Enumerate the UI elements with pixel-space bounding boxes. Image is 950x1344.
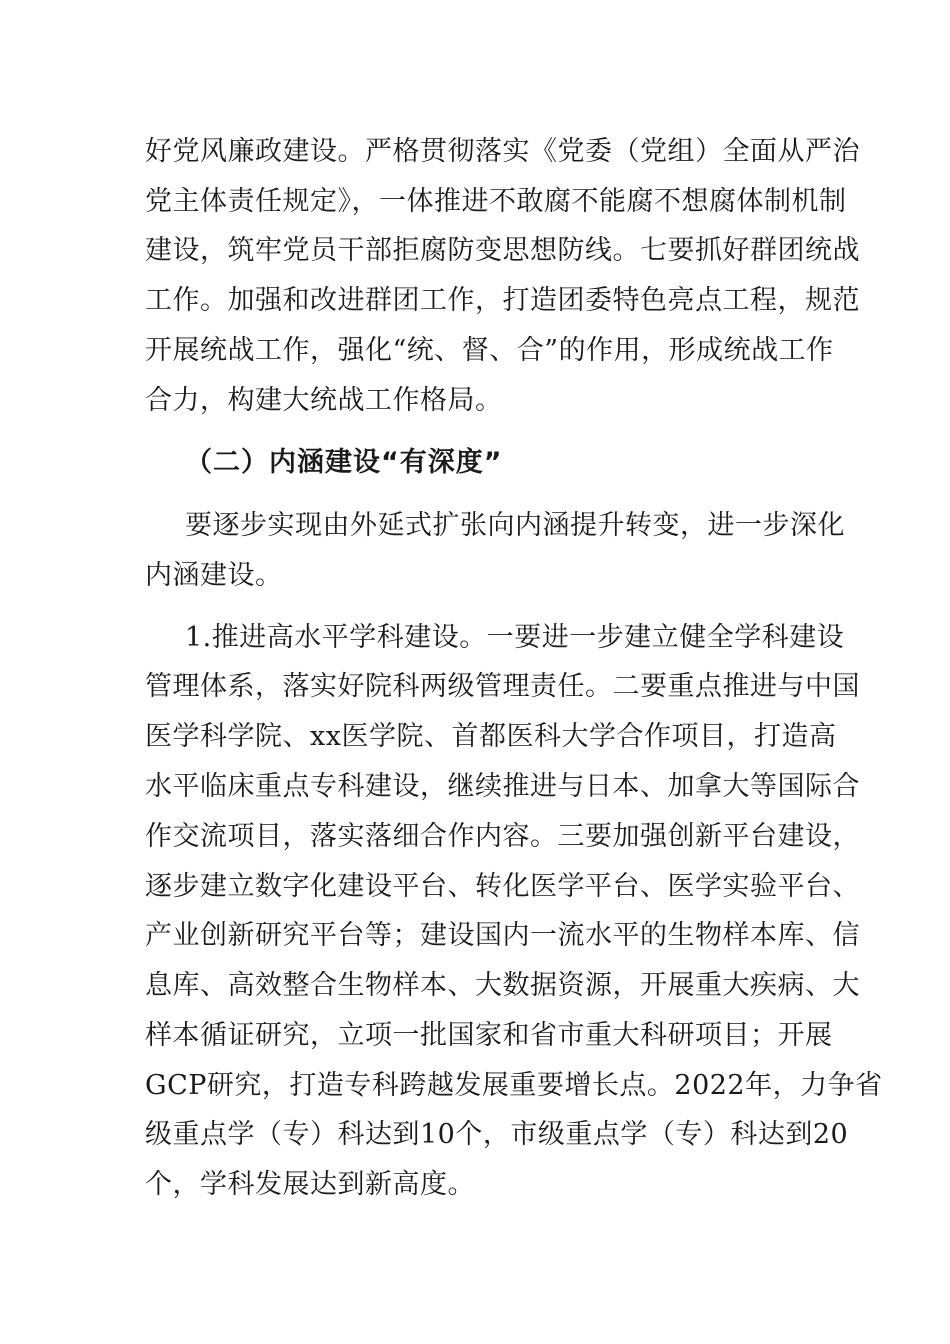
paragraph-line: 内涵建设。 <box>145 560 283 591</box>
paragraph-line: 息库、高效整合生物样本、大数据资源，开展重大疾病、大 <box>145 970 860 1001</box>
paragraph-line: 作交流项目，落实落细合作内容。三要加强创新平台建设， <box>145 821 860 852</box>
paragraph-line: 合力，构建大统战工作格局。 <box>145 385 503 416</box>
paragraph-line: 逐步建立数字化建设平台、转化医学平台、医学实验平台、 <box>145 871 860 902</box>
paragraph-line: 管理体系，落实好院科两级管理责任。二要重点推进与中国 <box>145 671 860 702</box>
paragraph-line: 工作。加强和改进群团工作，打造团委特色亮点工程，规范 <box>145 285 860 316</box>
paragraph-line: 个，学科发展达到新高度。 <box>145 1169 475 1200</box>
paragraph-line: 开展统战工作，强化“统、督、合”的作用，形成统战工作 <box>145 335 834 366</box>
paragraph-line: 建设，筑牢党员干部拒腐防变思想防线。七要抓好群团统战 <box>145 235 860 266</box>
paragraph-line: 样本循证研究，立项一批国家和省市重大科研项目；开展 <box>145 1020 833 1051</box>
paragraph-line: 党主体责任规定》，一体推进不敢腐不能腐不想腐体制机制 <box>145 186 847 217</box>
paragraph-line: 级重点学（专）科达到10个，市级重点学（专）科达到20 <box>145 1119 849 1150</box>
section-heading: （二）内涵建设“有深度” <box>185 447 503 478</box>
paragraph-line: 医学科学院、xx医学院、首都医科大学合作项目，打造高 <box>145 721 837 752</box>
paragraph-line: 要逐步实现由外延式扩张向内涵提升转变，进一步深化 <box>185 510 845 541</box>
paragraph-line: 产业创新研究平台等；建设国内一流水平的生物样本库、信 <box>145 920 860 951</box>
paragraph-line: 好党风廉政建设。严格贯彻落实《党委（党组）全面从严治 <box>145 136 860 167</box>
paragraph-line: 1.推进高水平学科建设。一要进一步建立健全学科建设 <box>185 622 845 653</box>
paragraph-line: 水平临床重点专科建设，继续推进与日本、加拿大等国际合 <box>145 771 860 802</box>
paragraph-line: GCP研究，打造专科跨越发展重要增长点。2022年，力争省 <box>145 1070 883 1101</box>
